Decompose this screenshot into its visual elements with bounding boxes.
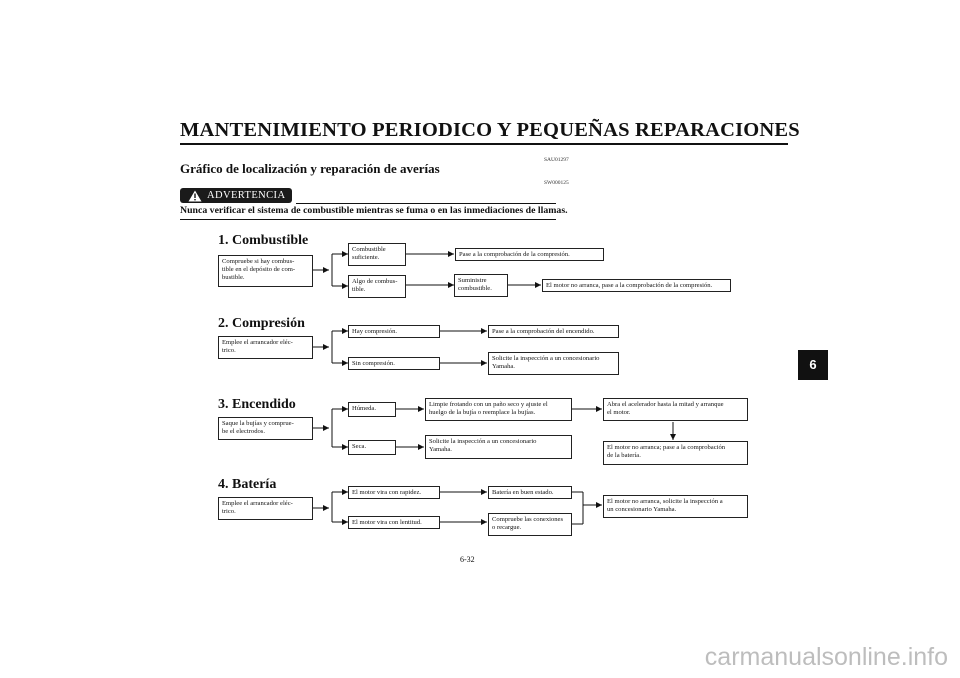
step1-result-a: Pase a la comprobación de la compresión. <box>455 248 604 261</box>
step3-result-a: Abra el acelerador hasta la mitad y arranque el motor. <box>603 398 748 421</box>
step4-start-box: Emplee el arrancador eléc- trico. <box>218 497 313 520</box>
step-title-bateria: 4. Batería <box>218 477 277 492</box>
watermark: carmanualsonline.info <box>704 643 948 671</box>
step3-option-a: Húmeda. <box>348 402 396 417</box>
step2-option-a: Hay compresión. <box>348 325 440 338</box>
page-header-title: MANTENIMIENTO PERIODICO Y PEQUEÑAS REPARACIONES <box>180 119 800 141</box>
chapter-tab: 6 <box>798 350 828 380</box>
step1-action-b: Suministre combustible. <box>454 274 508 297</box>
step3-action-a: Limpie frotando con un paño seco y ajuste el huelgo de la bujía o reemplace la bujías. <box>425 398 572 421</box>
step4-result-a: Batería en buen estado. <box>488 486 572 499</box>
step2-result-a: Pase a la comprobación del encendido. <box>488 325 619 338</box>
section-title: Gráfico de localización y reparación de averías <box>180 161 440 176</box>
step2-option-b: Sin compresión. <box>348 357 440 370</box>
step-title-combustible: 1. Combustible <box>218 233 309 248</box>
step3-start-box: Saque la bujías y comprue- be el electrodos. <box>218 417 313 440</box>
step4-option-b: El motor vira con lentitud. <box>348 516 440 529</box>
step2-start-box: Emplee el arrancador eléc- trico. <box>218 336 313 359</box>
warning-label: ADVERTENCIA <box>207 189 286 201</box>
step1-option-b: Algo de combus- tible. <box>348 275 406 298</box>
warning-text: Nunca verificar el sistema de combustible mientras se fuma o en las inmediaciones de llamas. <box>180 205 568 216</box>
step3-result-b: Solicite la inspección a un concesionario Yamaha. <box>425 435 572 459</box>
doc-code: SAU01297 <box>544 157 569 163</box>
step4-action-b: Compruebe las conexiones o recargue. <box>488 513 572 536</box>
step1-start-box: Compruebe si hay combus- tible en el depósito de com- bustible. <box>218 255 313 287</box>
step-title-encendido: 3. Encendido <box>218 397 296 412</box>
step4-option-a: El motor vira con rapidez. <box>348 486 440 499</box>
step-title-compresion: 2. Compresión <box>218 316 305 331</box>
page-number: 6-32 <box>460 555 475 564</box>
warning-code: SW000125 <box>544 180 569 186</box>
step1-result-b: El motor no arranca, pase a la comprobación de la compresión. <box>542 279 731 292</box>
step1-option-a: Combustible suficiente. <box>348 243 406 266</box>
step2-result-b: Solicite la inspección a un concesionario Yamaha. <box>488 352 619 375</box>
step4-final-result: El motor no arranca, solicite la inspección a un concesionario Yamaha. <box>603 495 748 518</box>
step3-result-a2: El motor no arranca; pase a la comprobación de la batería. <box>603 441 748 465</box>
step3-option-b: Seca. <box>348 440 396 455</box>
